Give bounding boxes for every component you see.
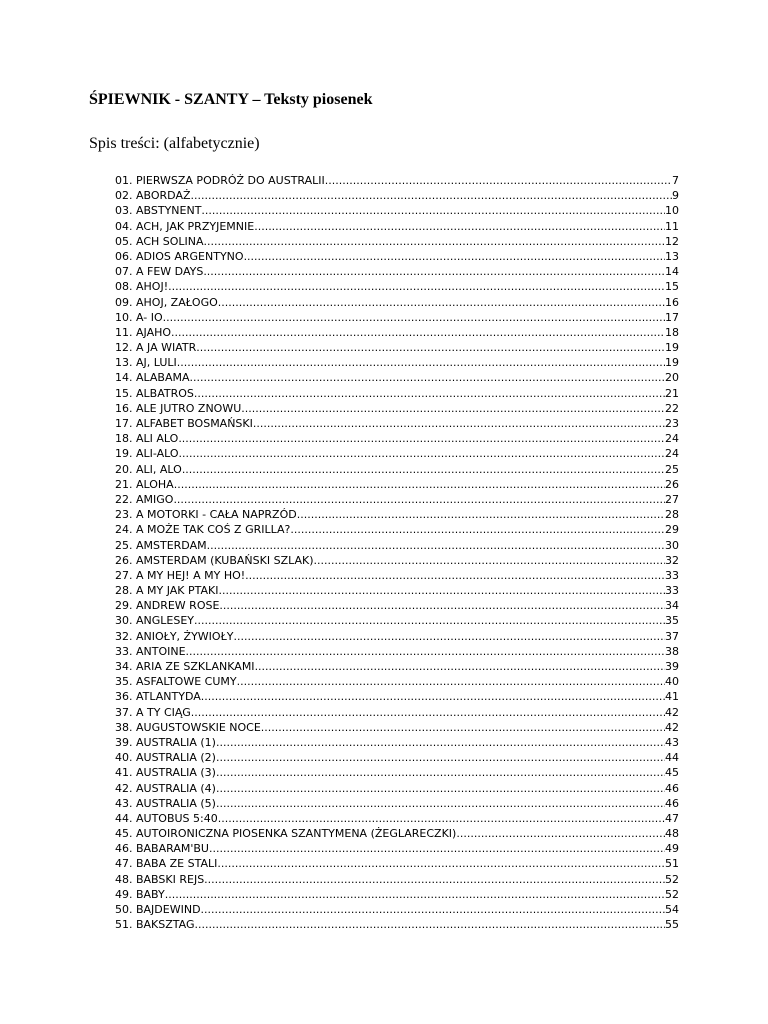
toc-entry[interactable]	[115, 796, 679, 811]
toc-dot-leader	[194, 613, 665, 628]
toc-dot-leader	[168, 279, 665, 294]
toc-entry[interactable]	[115, 188, 679, 203]
toc-entry-title: 42. AUSTRALIA (4)	[115, 781, 216, 795]
toc-dot-leader	[216, 765, 665, 780]
toc-entry[interactable]	[115, 219, 679, 234]
toc-entry-title: 01. PIERWSZA PODRÓŻ DO AUSTRALII	[115, 174, 325, 187]
toc-entry-page-number: 16	[665, 295, 679, 309]
toc-entry-title: 51. BAKSZTAG	[115, 918, 195, 932]
toc-entry-page-number: 47	[665, 811, 679, 825]
toc-entry[interactable]	[115, 416, 679, 431]
toc-entry-page-number: 18	[665, 325, 679, 339]
toc-entry-title: 50. BAJDEWIND	[115, 903, 201, 916]
toc-entry-title: 27. A MY HEJ! A MY HO!	[115, 568, 246, 582]
toc-dot-leader	[186, 644, 665, 659]
toc-entry[interactable]	[115, 659, 679, 674]
toc-dot-leader	[191, 705, 665, 720]
toc-entry[interactable]	[115, 295, 679, 310]
toc-entry[interactable]	[115, 370, 679, 385]
toc-dot-leader	[233, 629, 665, 644]
toc-entry-title: 19. ALI-ALO	[115, 447, 179, 461]
toc-entry-page-number: 23	[665, 417, 679, 430]
toc-entry-title: 49. BABY	[115, 887, 165, 901]
toc-entry[interactable]	[115, 401, 679, 416]
toc-entry-page-number: 26	[665, 477, 679, 491]
toc-entry-page-number: 14	[665, 265, 679, 279]
toc-entry-page-number: 33	[665, 568, 679, 582]
toc-entry-title: 33. ANTOINE	[115, 644, 186, 658]
toc-entry-title: 38. AUGUSTOWSKIE NOCE	[115, 720, 261, 734]
toc-entry-page-number: 20	[665, 371, 679, 385]
toc-entry-page-number: 44	[665, 751, 679, 765]
toc-dot-leader	[253, 416, 665, 431]
toc-entry-page-number: 33	[665, 584, 679, 598]
toc-entry-page-number: 38	[665, 644, 679, 658]
toc-entry[interactable]	[115, 917, 679, 932]
toc-dot-leader	[194, 386, 665, 401]
toc-entry[interactable]	[115, 629, 679, 644]
toc-dot-leader	[165, 887, 665, 902]
toc-dot-leader	[219, 583, 666, 598]
toc-entry-title: 29. ANDREW ROSE	[115, 599, 220, 613]
toc-entry-title: 40. AUSTRALIA (2)	[115, 751, 216, 765]
toc-entry-page-number: 19	[665, 341, 679, 355]
toc-entry-page-number: 7	[672, 174, 679, 187]
toc-entry-page-number: 43	[665, 735, 679, 749]
toc-entry-title: 41. AUSTRALIA (3)	[115, 766, 216, 780]
toc-entry[interactable]	[115, 234, 679, 249]
toc-dot-leader	[314, 553, 665, 568]
toc-entry-title: 14. ALABAMA	[115, 371, 190, 385]
toc-dot-leader	[179, 446, 665, 461]
toc-entry-page-number: 9	[672, 189, 679, 203]
toc-entry-page-number: 28	[665, 508, 679, 522]
toc-dot-leader	[217, 856, 665, 871]
toc-entry-title: 04. ACH, JAK PRZYJEMNIE	[115, 219, 255, 233]
toc-entry[interactable]	[115, 598, 679, 613]
toc-entry-title: 23. A MOTORKI - CAŁA NAPRZÓD	[115, 508, 297, 522]
document-title: ŚPIEWNIK - SZANTY – Teksty piosenek	[89, 91, 373, 108]
toc-entry[interactable]	[115, 674, 679, 689]
toc-entry-title: 39. AUSTRALIA (1)	[115, 735, 216, 749]
toc-dot-leader	[207, 538, 665, 553]
toc-dot-leader	[201, 689, 665, 704]
toc-entry-title: 35. ASFALTOWE CUMY	[115, 675, 237, 689]
toc-entry[interactable]	[115, 264, 679, 279]
toc-entry-page-number: 37	[665, 629, 679, 643]
toc-entry[interactable]	[115, 249, 679, 264]
toc-dot-leader	[297, 507, 665, 522]
toc-entry[interactable]	[115, 492, 679, 507]
toc-entry-page-number: 52	[665, 887, 679, 901]
toc-entry[interactable]	[115, 279, 679, 294]
toc-entry[interactable]	[115, 856, 679, 871]
toc-dot-leader	[255, 659, 665, 674]
toc-dot-leader	[244, 249, 665, 264]
toc-dot-leader	[173, 492, 665, 507]
toc-entry-page-number: 25	[665, 462, 679, 476]
toc-entry-page-number: 35	[665, 614, 679, 628]
toc-entry-page-number: 42	[665, 720, 679, 734]
toc-entry[interactable]	[115, 568, 679, 583]
toc-entry-page-number: 46	[665, 796, 679, 810]
toc-dot-leader	[177, 355, 665, 370]
toc-entry-title: 32. ANIOŁY, ŻYWIOŁY	[115, 629, 234, 643]
toc-entry[interactable]	[115, 507, 679, 522]
toc-entry-title: 26. AMSTERDAM (KUBAŃSKI SZLAK)	[115, 553, 314, 567]
toc-entry-title: 05. ACH SOLINA	[115, 234, 204, 248]
toc-entry-title: 30. ANGLESEY	[115, 614, 194, 628]
toc-entry-page-number: 40	[665, 675, 679, 689]
toc-entry-title: 47. BABA ZE STALI	[115, 857, 218, 871]
toc-entry[interactable]	[115, 310, 679, 325]
toc-entry-page-number: 34	[665, 599, 679, 613]
toc-entry[interactable]	[115, 689, 679, 704]
toc-entry-title: 34. ARIA ZE SZKLANKAMI	[115, 660, 255, 673]
toc-entry[interactable]	[115, 781, 679, 796]
toc-dot-leader	[174, 477, 665, 492]
toc-dot-leader	[190, 370, 665, 385]
toc-entry-title: 43. AUSTRALIA (5)	[115, 796, 216, 810]
toc-entry-page-number: 12	[665, 234, 679, 248]
toc-entry-title: 02. ABORDAŻ	[115, 189, 191, 203]
toc-dot-leader	[182, 462, 665, 477]
toc-entry[interactable]	[115, 446, 679, 461]
toc-entry-page-number: 54	[665, 903, 679, 916]
toc-entry-title: 28. A MY JAK PTAKI	[115, 584, 219, 598]
toc-entry-page-number: 30	[665, 538, 679, 552]
toc-dot-leader	[216, 781, 665, 796]
toc-dot-leader	[204, 872, 665, 887]
toc-entry[interactable]	[115, 811, 679, 826]
toc-entry-title: 06. ADIOS ARGENTYNO	[115, 249, 244, 263]
toc-heading: Spis treści: (alfabetycznie)	[89, 135, 260, 152]
toc-dot-leader	[216, 735, 665, 750]
toc-entry[interactable]	[115, 462, 679, 477]
toc-entry-page-number: 41	[665, 690, 679, 704]
toc-dot-leader	[218, 295, 665, 310]
toc-entry[interactable]	[115, 705, 679, 720]
toc-dot-leader	[171, 325, 665, 340]
toc-dot-leader	[325, 173, 672, 188]
toc-dot-leader	[216, 796, 665, 811]
toc-entry-title: 10. A- IO	[115, 310, 163, 324]
toc-entry-page-number: 13	[665, 249, 679, 263]
toc-dot-leader	[201, 902, 665, 917]
toc-entry[interactable]	[115, 538, 679, 553]
toc-entry-title: 11. AJAHO	[115, 325, 172, 339]
toc-entry-page-number: 15	[665, 280, 679, 294]
toc-entry-page-number: 21	[665, 386, 679, 400]
toc-dot-leader	[191, 188, 672, 203]
toc-entry[interactable]	[115, 841, 679, 856]
toc-entry-title: 48. BABSKI REJS	[115, 872, 205, 886]
toc-entry[interactable]	[115, 355, 679, 370]
toc-dot-leader	[237, 674, 665, 689]
toc-entry-title: 45. AUTOIRONICZNA PIOSENKA SZANTYMENA (ŻEGLARECZKI)	[115, 827, 457, 841]
toc-entry[interactable]	[115, 203, 679, 218]
toc-entry-page-number: 48	[665, 827, 679, 841]
toc-entry-title: 36. ATLANTYDA	[115, 690, 201, 704]
toc-entry[interactable]	[115, 522, 679, 537]
toc-dot-leader	[195, 917, 665, 932]
toc-entry-title: 07. A FEW DAYS	[115, 265, 204, 279]
toc-entry-page-number: 52	[665, 872, 679, 886]
toc-entry[interactable]	[115, 583, 679, 598]
toc-entry[interactable]	[115, 872, 679, 887]
toc-dot-leader	[163, 310, 665, 325]
table-of-contents	[115, 173, 679, 932]
toc-entry-page-number: 45	[665, 766, 679, 780]
toc-entry[interactable]	[115, 644, 679, 659]
toc-dot-leader	[241, 401, 665, 416]
toc-entry-page-number: 55	[665, 918, 679, 932]
toc-entry[interactable]	[115, 720, 679, 735]
toc-dot-leader	[204, 234, 665, 249]
toc-entry-title: 16. ALE JUTRO ZNOWU	[115, 401, 242, 415]
toc-entry-title: 44. AUTOBUS 5:40	[115, 811, 218, 825]
toc-entry[interactable]	[115, 477, 679, 492]
toc-entry[interactable]	[115, 553, 679, 568]
toc-dot-leader	[218, 811, 665, 826]
toc-entry-title: 18. ALI ALO	[115, 432, 179, 446]
toc-entry-page-number: 27	[665, 492, 679, 506]
toc-entry-title: 20. ALI, ALO	[115, 462, 182, 476]
toc-entry[interactable]	[115, 902, 679, 917]
toc-dot-leader	[456, 826, 665, 841]
toc-entry[interactable]	[115, 431, 679, 446]
toc-entry-title: 15. ALBATROS	[115, 386, 194, 400]
toc-entry-title: 03. ABSTYNENT	[115, 204, 202, 218]
toc-entry-title: 25. AMSTERDAM	[115, 538, 207, 552]
toc-entry-title: 46. BABARAM'BU	[115, 842, 209, 856]
toc-entry-title: 12. A JA WIATR	[115, 341, 197, 355]
toc-dot-leader	[209, 841, 665, 856]
toc-entry-page-number: 22	[665, 401, 679, 415]
toc-dot-leader	[216, 750, 665, 765]
toc-entry-page-number: 49	[665, 842, 679, 856]
toc-entry[interactable]	[115, 765, 679, 780]
toc-entry[interactable]	[115, 735, 679, 750]
toc-entry[interactable]	[115, 887, 679, 902]
toc-dot-leader	[201, 203, 665, 218]
toc-dot-leader	[196, 340, 665, 355]
toc-dot-leader	[254, 219, 665, 234]
toc-dot-leader	[261, 720, 665, 735]
toc-entry[interactable]	[115, 613, 679, 628]
toc-dot-leader	[203, 264, 665, 279]
toc-dot-leader	[219, 598, 665, 613]
toc-entry-title: 08. AHOJ!	[115, 280, 169, 294]
toc-entry-title: 17. ALFABET BOSMAŃSKI	[115, 417, 253, 430]
toc-entry-page-number: 24	[665, 447, 679, 461]
toc-entry-page-number: 17	[665, 310, 679, 324]
toc-entry-page-number: 39	[665, 660, 679, 673]
toc-entry-title: 13. AJ, LULI	[115, 356, 177, 370]
toc-entry-title: 37. A TY CIĄG	[115, 705, 191, 719]
toc-entry-page-number: 24	[665, 432, 679, 446]
toc-entry-title: 24. A MOŻE TAK COŚ Z GRILLA?	[115, 523, 291, 537]
toc-entry-page-number: 46	[665, 781, 679, 795]
toc-dot-leader	[178, 431, 665, 446]
toc-entry-title: 22. AMIGO	[115, 492, 174, 506]
toc-entry-page-number: 29	[665, 523, 679, 537]
toc-entry-page-number: 11	[665, 219, 679, 233]
toc-entry[interactable]	[115, 386, 679, 401]
toc-entry-title: 21. ALOHA	[115, 477, 174, 491]
toc-entry[interactable]	[115, 826, 679, 841]
toc-entry-page-number: 32	[665, 553, 679, 567]
toc-entry-page-number: 19	[665, 356, 679, 370]
toc-entry-title: 09. AHOJ, ZAŁOGO	[115, 295, 218, 309]
toc-entry[interactable]	[115, 340, 679, 355]
toc-entry-page-number: 51	[665, 857, 679, 871]
toc-entry-page-number: 42	[665, 705, 679, 719]
toc-dot-leader	[290, 522, 665, 537]
toc-entry[interactable]	[115, 325, 679, 340]
toc-entry[interactable]	[115, 750, 679, 765]
toc-entry-page-number: 10	[665, 204, 679, 218]
toc-entry[interactable]	[115, 173, 679, 188]
toc-dot-leader	[245, 568, 665, 583]
